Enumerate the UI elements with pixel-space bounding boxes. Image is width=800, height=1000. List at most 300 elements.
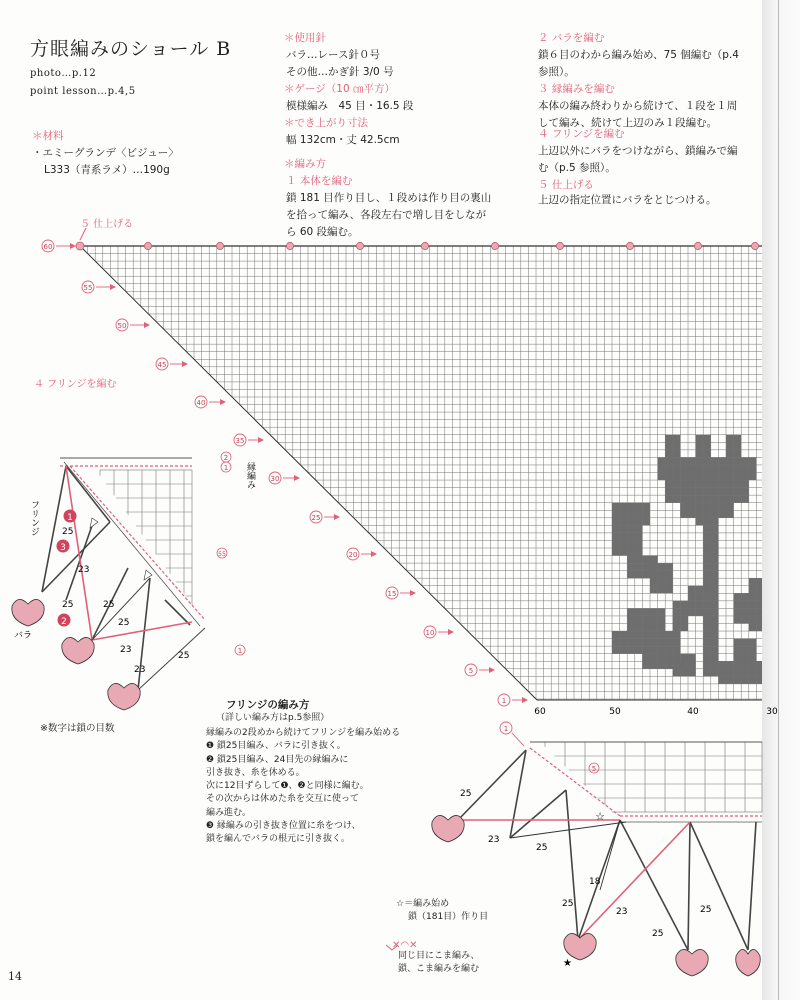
motif-cell — [665, 578, 673, 586]
motif-cell — [673, 450, 681, 458]
left-fringe-detail — [12, 452, 256, 710]
motif-cell — [703, 442, 711, 450]
motif-cell — [726, 503, 734, 511]
motif-cell — [703, 608, 711, 616]
motif-cell — [696, 435, 704, 443]
rose-icon — [736, 949, 761, 976]
motif-cell — [703, 518, 711, 526]
motif-cell — [665, 654, 673, 662]
motif-cell — [642, 661, 650, 669]
row-marker-10 — [424, 626, 454, 638]
step1-line1: 鎖 181 目作り目し、１段めは作り目の裏山 — [286, 192, 492, 204]
chain-count: 25 — [118, 618, 130, 628]
motif-cell — [703, 556, 711, 564]
motif-cell — [726, 510, 734, 518]
motif-cell — [665, 480, 673, 488]
motif-cell — [726, 442, 734, 450]
motif-cell — [734, 616, 742, 624]
motif-cell — [741, 608, 749, 616]
motif-cell — [749, 586, 757, 594]
row-marker-45 — [156, 358, 188, 370]
motif-cell — [680, 616, 688, 624]
motif-cell — [711, 616, 719, 624]
rose-icon — [12, 599, 44, 626]
fringe-method-line: その次からは休めた糸を交互に使って — [206, 794, 360, 805]
motif-cell — [612, 548, 620, 556]
motif-cell — [642, 624, 650, 632]
motif-cell — [734, 450, 742, 458]
legend-start-line2: 鎖（181目）作り目 — [408, 912, 489, 922]
motif-cell — [703, 525, 711, 533]
motif-cell — [703, 586, 711, 594]
motif-cell — [620, 503, 628, 511]
motif-cell — [718, 510, 726, 518]
step-mark-3: 3 — [60, 543, 66, 553]
motif-cell — [741, 669, 749, 677]
page-edge — [762, 0, 800, 1000]
motif-cell — [620, 631, 628, 639]
needles-heading: ＊使用針 — [284, 32, 326, 44]
step2-line1: 鎖６目のわから編み始め、75 個編む（p.4 — [538, 49, 739, 61]
motif-cell — [703, 601, 711, 609]
motif-cell — [658, 646, 666, 654]
edge-row-2: 2 — [223, 454, 229, 462]
motif-cell — [718, 503, 726, 511]
motif-cell — [711, 495, 719, 503]
motif-cell — [627, 518, 635, 526]
motif-cell — [711, 661, 719, 669]
motif-cell — [627, 556, 635, 564]
motif-cell — [658, 661, 666, 669]
motif-cell — [711, 586, 719, 594]
motif-cell — [696, 518, 704, 526]
motif-cell — [635, 631, 643, 639]
motif-cell — [696, 510, 704, 518]
motif-cell — [749, 473, 757, 481]
motif-cell — [703, 450, 711, 458]
motif-cell — [703, 435, 711, 443]
step-mark-1: 1 — [67, 513, 73, 523]
motif-cell — [673, 608, 681, 616]
row-marker-40 — [195, 396, 226, 408]
fringe-side-label: フリンジ — [29, 500, 39, 536]
motif-cell — [673, 435, 681, 443]
row-marker-25 — [310, 511, 340, 523]
chain-count: 23 — [78, 565, 90, 575]
svg-text:50: 50 — [117, 322, 127, 330]
motif-cell — [703, 661, 711, 669]
motif-cell — [642, 616, 650, 624]
motif-cell — [696, 488, 704, 496]
motif-cell — [718, 457, 726, 465]
page-title: 方眼編みのショール B — [30, 38, 232, 60]
motif-cell — [703, 510, 711, 518]
motif-cell — [688, 465, 696, 473]
step1-line2: を拾って編み、各段左右で増し目をしなが — [286, 209, 487, 221]
step3-line1: 本体の編み終わりから続けて、１段を１周 — [538, 100, 738, 112]
motif-cell — [627, 639, 635, 647]
motif-cell — [749, 593, 757, 601]
motif-cell — [665, 631, 673, 639]
motif-cell — [749, 654, 757, 662]
motif-cell — [688, 503, 696, 511]
motif-cell — [635, 639, 643, 647]
motif-cell — [703, 457, 711, 465]
motif-cell — [734, 646, 742, 654]
step-mark-2: 2 — [61, 617, 67, 627]
motif-cell — [680, 654, 688, 662]
motif-cell — [658, 586, 666, 594]
motif-cell — [635, 533, 643, 541]
motif-cell — [635, 510, 643, 518]
motif-cell — [703, 480, 711, 488]
step1-heading: １ 本体を編む — [286, 175, 353, 187]
motif-cell — [696, 465, 704, 473]
svg-text:5: 5 — [591, 765, 597, 773]
motif-cell — [673, 465, 681, 473]
motif-cell — [703, 631, 711, 639]
motif-cell — [627, 503, 635, 511]
col-marker-30: 30 — [766, 707, 778, 717]
motif-cell — [658, 631, 666, 639]
motif-cell — [734, 473, 742, 481]
fringe-method-heading: フリンジの編み方 — [226, 699, 310, 711]
motif-cell — [711, 571, 719, 579]
svg-text:55: 55 — [218, 551, 226, 558]
motif-cell — [680, 510, 688, 518]
motif-cell — [627, 624, 635, 632]
motif-cell — [749, 661, 757, 669]
motif-cell — [741, 457, 749, 465]
rose-icon — [108, 683, 140, 710]
motif-cell — [688, 593, 696, 601]
motif-cell — [620, 533, 628, 541]
motif-cell — [635, 556, 643, 564]
motif-cell — [703, 616, 711, 624]
step4-line1: 上辺以外にバラをつけながら、鎖編みで編 — [538, 145, 738, 157]
motif-cell — [688, 457, 696, 465]
motif-cell — [734, 457, 742, 465]
svg-text:40: 40 — [196, 399, 206, 407]
motif-cell — [749, 624, 757, 632]
row-marker-55 — [82, 281, 116, 293]
motif-cell — [673, 639, 681, 647]
motif-cell — [711, 601, 719, 609]
motif-cell — [673, 624, 681, 632]
needles-line1: バラ…レース針０号 — [286, 49, 380, 61]
motif-cell — [749, 465, 757, 473]
motif-cell — [642, 563, 650, 571]
motif-cell — [665, 586, 673, 594]
motif-cell — [627, 510, 635, 518]
motif-cell — [635, 540, 643, 548]
motif-cell — [673, 457, 681, 465]
motif-cell — [612, 639, 620, 647]
chain-count: 25 — [178, 651, 190, 661]
motif-cell — [665, 495, 673, 503]
motif-cell — [620, 646, 628, 654]
motif-cell — [726, 435, 734, 443]
motif-cell — [627, 548, 635, 556]
motif-cell — [658, 571, 666, 579]
chain-count: 18 — [589, 877, 601, 887]
finish-label: ５ 仕上げる — [80, 219, 134, 230]
motif-cell — [711, 480, 719, 488]
motif-cell — [635, 616, 643, 624]
motif-cell — [741, 480, 749, 488]
motif-cell — [741, 676, 749, 684]
motif-cell — [642, 503, 650, 511]
fringe-method-line: 次に12目ずらして❶、❷と同様に編む。 — [206, 781, 369, 792]
motif-cell — [642, 556, 650, 564]
motif-cell — [749, 601, 757, 609]
step4-heading: ４ フリンジを編む — [538, 128, 625, 140]
motif-cell — [612, 510, 620, 518]
motif-cell — [665, 435, 673, 443]
motif-cell — [726, 473, 734, 481]
motif-cell — [703, 624, 711, 632]
row-marker-5 — [465, 664, 495, 676]
motif-cell — [665, 450, 673, 458]
end-star-icon: ★ — [563, 958, 572, 969]
motif-cell — [658, 624, 666, 632]
motif-cell — [627, 608, 635, 616]
motif-cell — [711, 510, 719, 518]
svg-text:1: 1 — [501, 697, 507, 705]
motif-cell — [612, 540, 620, 548]
svg-text:55: 55 — [83, 284, 93, 292]
chain-count: 25 — [62, 600, 74, 610]
fringe-method-sub: （詳しい編み方はp.5参照） — [216, 713, 330, 723]
svg-text:30: 30 — [270, 475, 280, 483]
legend-symbol-line1: 同じ目にこま編み、 — [398, 951, 480, 961]
motif-cell — [703, 578, 711, 586]
motif-cell — [696, 608, 704, 616]
motif-cell — [711, 533, 719, 541]
motif-cell — [673, 473, 681, 481]
motif-cell — [718, 473, 726, 481]
chain-count: 23 — [120, 645, 132, 655]
chain-count: 25 — [700, 905, 712, 915]
motif-cell — [703, 533, 711, 541]
motif-cell — [749, 457, 757, 465]
motif-cell — [703, 669, 711, 677]
motif-cell — [703, 540, 711, 548]
motif-cell — [696, 495, 704, 503]
motif-cell — [627, 646, 635, 654]
motif-cell — [627, 631, 635, 639]
motif-cell — [688, 473, 696, 481]
motif-cell — [726, 480, 734, 488]
motif-cell — [642, 631, 650, 639]
motif-cell — [741, 465, 749, 473]
motif-cell — [665, 473, 673, 481]
motif-cell — [680, 473, 688, 481]
row-marker-60 — [42, 240, 76, 252]
chain-count: 23 — [134, 665, 146, 675]
motif-cell — [642, 510, 650, 518]
motif-cell — [658, 578, 666, 586]
motif-cell — [711, 654, 719, 662]
motif-cell — [711, 457, 719, 465]
fringe-method-line: 縁編みの2段めから続けてフリンジを編み始める — [206, 728, 401, 738]
rose-icon — [62, 637, 94, 664]
motif-cell — [734, 465, 742, 473]
motif-cell — [711, 548, 719, 556]
page-gutter-line — [778, 0, 779, 1000]
motif-cell — [627, 563, 635, 571]
motif-cell — [749, 578, 757, 586]
motif-cell — [650, 556, 658, 564]
motif-cell — [741, 661, 749, 669]
motif-cell — [620, 518, 628, 526]
motif-cell — [673, 495, 681, 503]
motif-cell — [749, 639, 757, 647]
step1-line3: ら 60 段編む。 — [286, 226, 359, 238]
motif-cell — [635, 525, 643, 533]
fringe-method-line: ❸ 縁編みの引き抜き位置に糸をつけ、 — [206, 821, 361, 832]
motif-cell — [734, 495, 742, 503]
motif-cell — [703, 548, 711, 556]
motif-cell — [650, 654, 658, 662]
step4-line2: む（p.5 参照）。 — [538, 162, 616, 174]
motif-cell — [718, 661, 726, 669]
motif-cell — [688, 601, 696, 609]
motif-cell — [620, 639, 628, 647]
motif-cell — [642, 571, 650, 579]
motif-cell — [642, 639, 650, 647]
motif-cell — [734, 435, 742, 443]
motif-cell — [749, 646, 757, 654]
col-marker-60: 60 — [534, 707, 546, 717]
motif-cell — [711, 473, 719, 481]
legend-symbol-text — [398, 950, 480, 976]
motif-cell — [696, 450, 704, 458]
motif-cell — [711, 563, 719, 571]
motif-cell — [749, 608, 757, 616]
motif-cell — [741, 654, 749, 662]
motif-cell — [711, 488, 719, 496]
chain-count: 25 — [562, 899, 574, 909]
motif-cell — [696, 593, 704, 601]
motif-cell — [688, 608, 696, 616]
motif-cell — [703, 473, 711, 481]
motif-cell — [665, 442, 673, 450]
motif-cell — [650, 571, 658, 579]
svg-text:35: 35 — [235, 437, 245, 445]
motif-cell — [703, 593, 711, 601]
svg-text:20: 20 — [348, 551, 358, 559]
motif-cell — [627, 616, 635, 624]
motif-cell — [673, 646, 681, 654]
motif-cell — [620, 540, 628, 548]
motif-cell — [665, 465, 673, 473]
motif-cell — [696, 473, 704, 481]
row-marker-30 — [269, 472, 300, 484]
motif-cell — [688, 488, 696, 496]
gauge-line1: 模様編み 45 目・16.5 段 — [286, 100, 414, 112]
edge-row-1: 1 — [223, 464, 229, 472]
motif-cell — [741, 639, 749, 647]
col-marker-50: 50 — [609, 707, 621, 717]
motif-cell — [680, 661, 688, 669]
materials-heading: ＊材料 — [32, 130, 64, 142]
motif-cell — [673, 654, 681, 662]
motif-cell — [703, 646, 711, 654]
motif-cell — [673, 601, 681, 609]
step2-heading: ２ バラを編む — [538, 32, 605, 44]
step2-line2: 参照）。 — [538, 66, 575, 78]
motif-cell — [711, 669, 719, 677]
motif-cell — [673, 661, 681, 669]
motif-cell — [734, 488, 742, 496]
rose-icon — [676, 949, 708, 976]
motif-cell — [696, 480, 704, 488]
motif-cell — [665, 488, 673, 496]
motif-cell — [711, 518, 719, 526]
motif-cell — [718, 669, 726, 677]
motif-cell — [688, 495, 696, 503]
motif-cell — [711, 556, 719, 564]
motif-cell — [711, 608, 719, 616]
motif-cell — [650, 616, 658, 624]
motif-cell — [711, 631, 719, 639]
motif-cell — [612, 631, 620, 639]
motif-cell — [696, 503, 704, 511]
motif-cell — [741, 601, 749, 609]
motif-cell — [650, 631, 658, 639]
motif-cell — [726, 457, 734, 465]
svg-text:1: 1 — [237, 647, 243, 655]
motif-cell — [665, 639, 673, 647]
motif-cell — [680, 503, 688, 511]
point-lesson-reference: point lesson…p.4,5 — [30, 86, 136, 97]
motif-cell — [680, 457, 688, 465]
motif-cell — [726, 669, 734, 677]
motif-cell — [620, 525, 628, 533]
motif-cell — [688, 669, 696, 677]
motif-cell — [711, 624, 719, 632]
right-fringe-detail — [432, 722, 762, 976]
svg-text:60: 60 — [43, 243, 53, 251]
rose-label: バラ — [14, 631, 33, 641]
motif-cell — [658, 639, 666, 647]
motif-cell — [680, 608, 688, 616]
motif-cell — [680, 624, 688, 632]
svg-text:45: 45 — [157, 361, 167, 369]
motif-cell — [726, 465, 734, 473]
motif-cell — [665, 563, 673, 571]
motif-cell — [673, 631, 681, 639]
motif-cell — [726, 450, 734, 458]
motif-cell — [665, 661, 673, 669]
svg-text:25: 25 — [311, 514, 321, 522]
motif-cell — [635, 624, 643, 632]
motif-cell — [718, 676, 726, 684]
photo-reference: photo…p.12 — [30, 68, 97, 79]
motif-cell — [741, 473, 749, 481]
motif-cell — [642, 608, 650, 616]
motif-cell — [650, 646, 658, 654]
motif-cell — [665, 571, 673, 579]
motif-cell — [658, 608, 666, 616]
motif-cell — [741, 488, 749, 496]
motif-cell — [688, 510, 696, 518]
motif-cell — [734, 480, 742, 488]
motif-cell — [650, 586, 658, 594]
motif-cell — [703, 503, 711, 511]
chain-count: 23 — [488, 835, 500, 845]
